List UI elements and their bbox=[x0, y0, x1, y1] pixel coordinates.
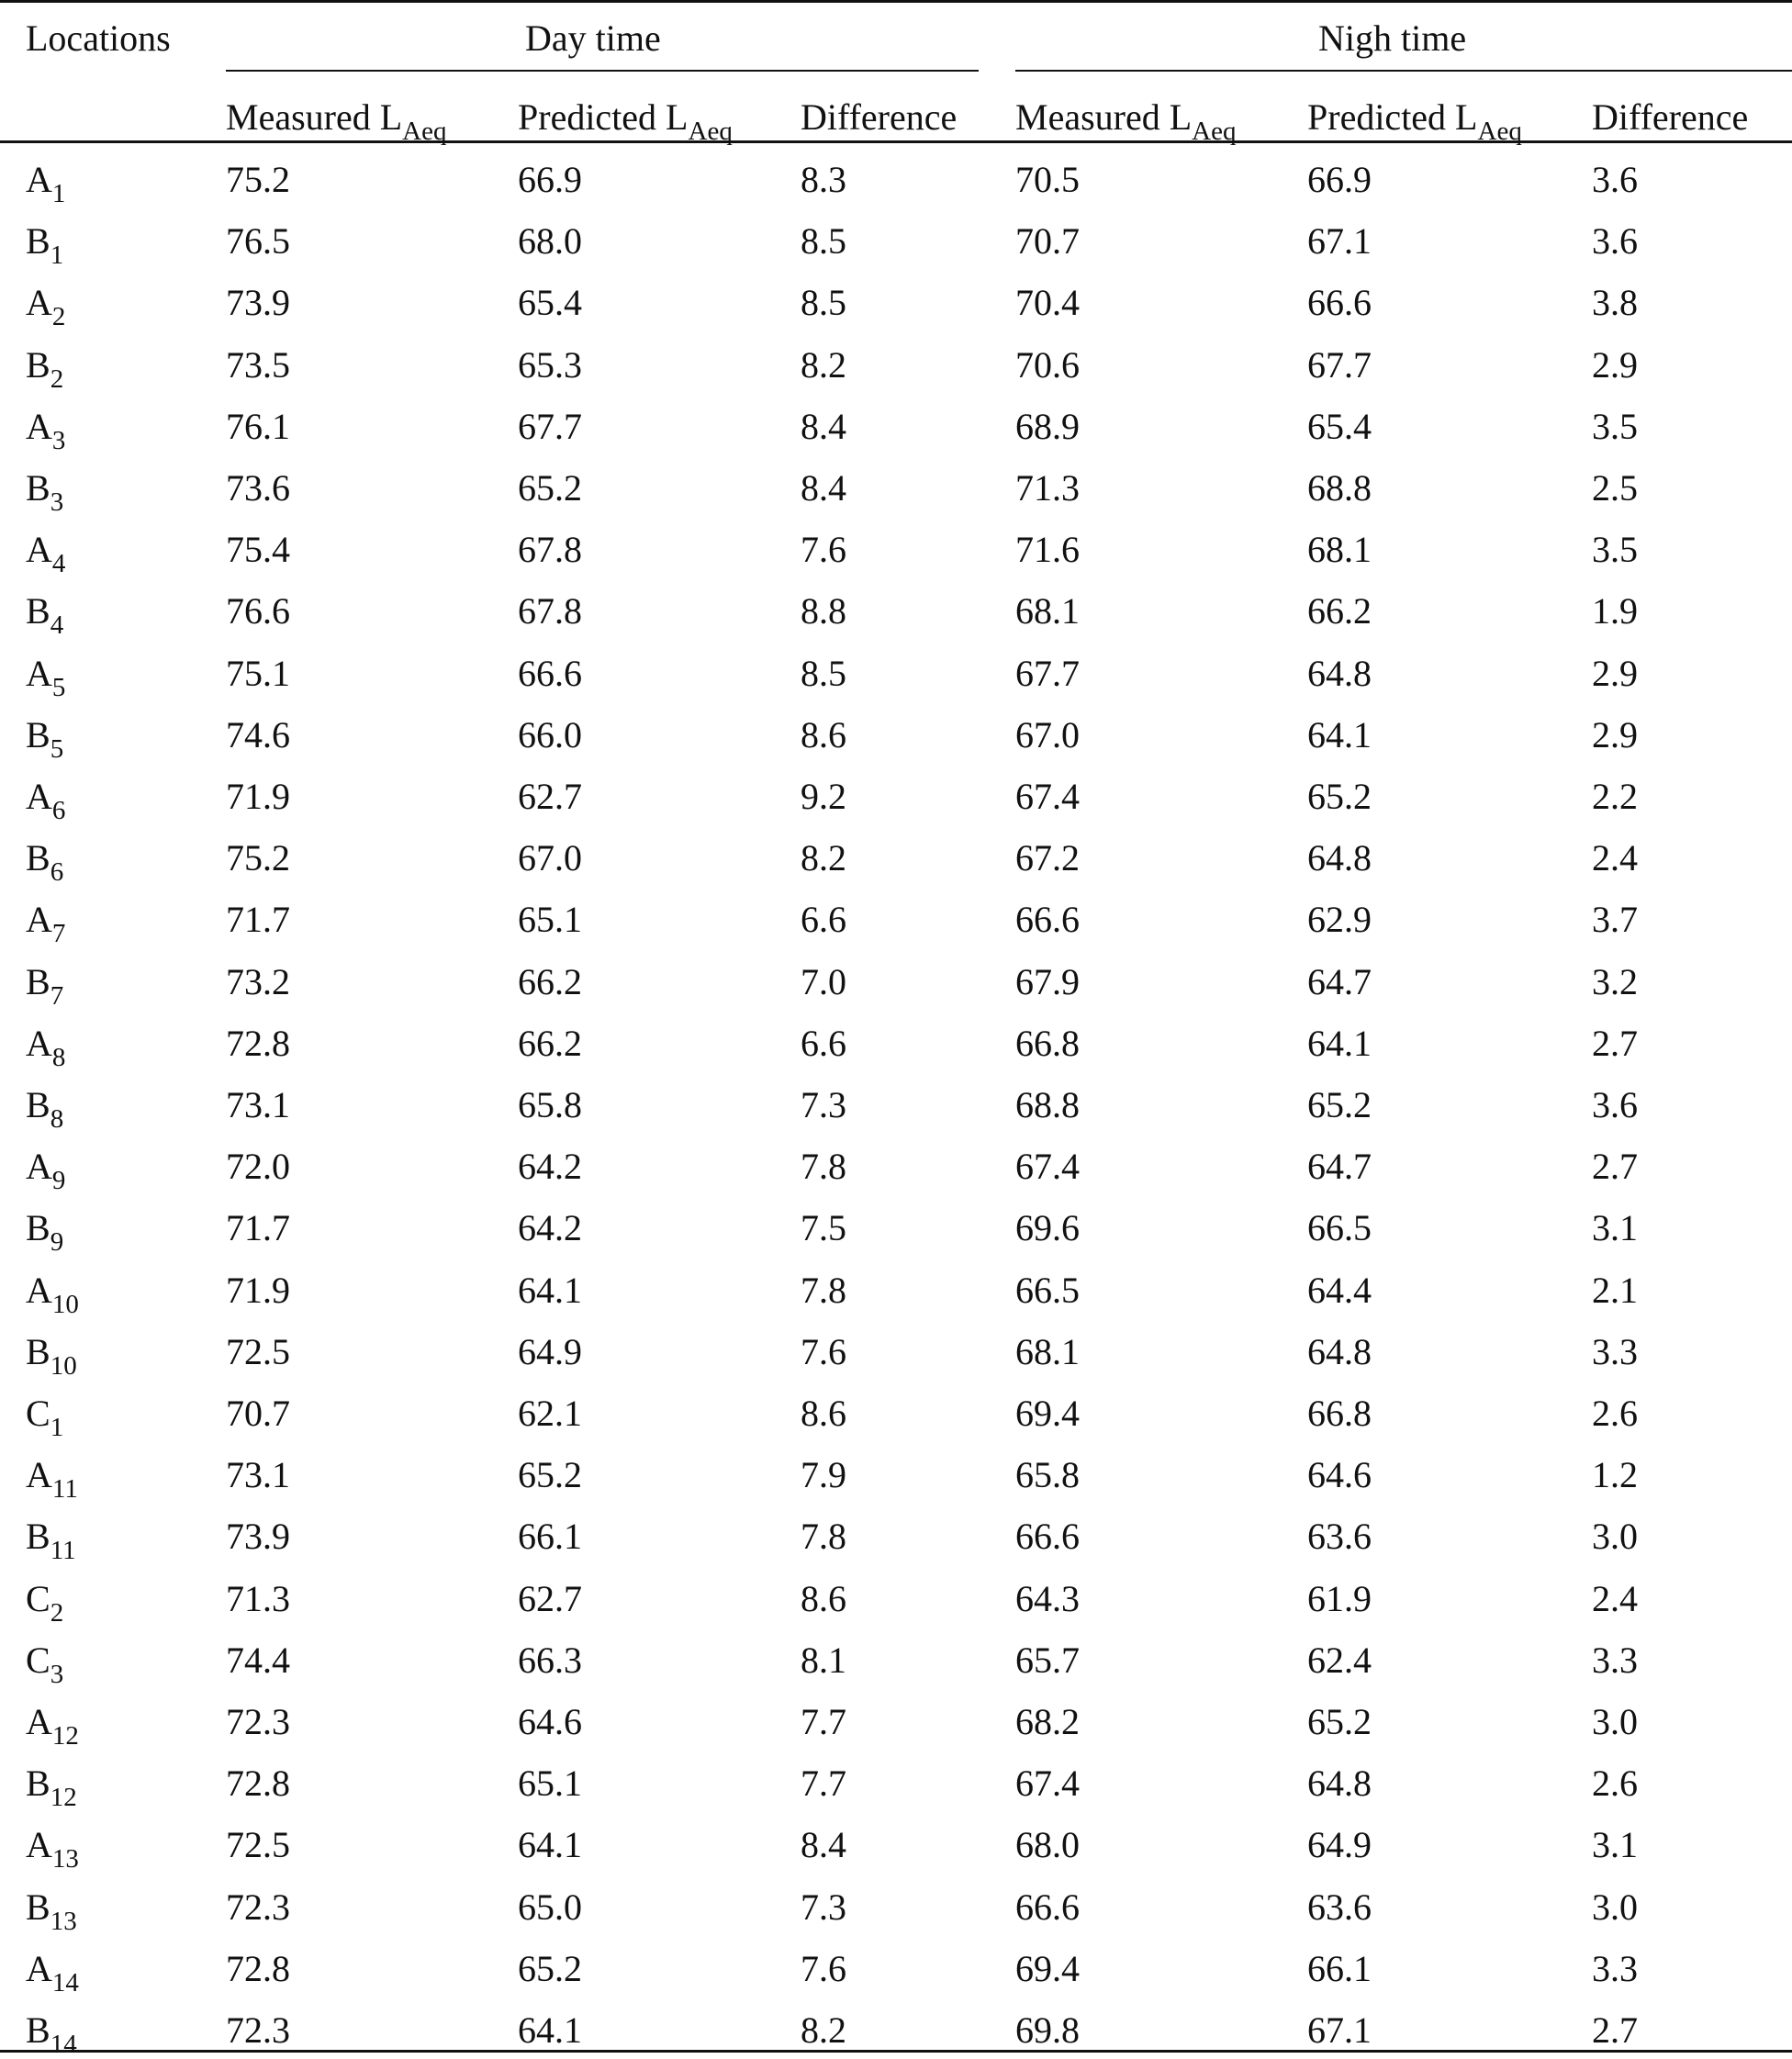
cell-day-measured: 72.8 bbox=[226, 1762, 290, 1804]
cell-day-measured: 73.2 bbox=[226, 961, 290, 1002]
cell-night-measured: 67.4 bbox=[1015, 1762, 1080, 1804]
cell-night-difference: 2.4 bbox=[1592, 1578, 1638, 1619]
cell-day-difference: 7.3 bbox=[801, 1084, 846, 1125]
cell-day-predicted: 66.2 bbox=[518, 961, 582, 1002]
cell-night-measured: 70.4 bbox=[1015, 282, 1080, 323]
cell-day-measured: 72.5 bbox=[226, 1824, 290, 1865]
cell-night-predicted: 64.4 bbox=[1307, 1270, 1372, 1311]
cell-day-measured: 72.3 bbox=[226, 1701, 290, 1742]
cell-night-predicted: 66.1 bbox=[1307, 1948, 1372, 1989]
cell-location: $A_{10}$ bbox=[26, 1270, 79, 1319]
cell-night-measured: 68.2 bbox=[1015, 1701, 1080, 1742]
cell-night-predicted: 66.8 bbox=[1307, 1393, 1372, 1434]
cell-day-measured: 72.8 bbox=[226, 1948, 290, 1989]
cell-location: $A_{12}$ bbox=[26, 1701, 79, 1751]
cell-night-measured: 69.6 bbox=[1015, 1207, 1080, 1248]
cell-day-difference: 8.6 bbox=[801, 1393, 846, 1434]
cell-night-predicted: 61.9 bbox=[1307, 1578, 1372, 1619]
header-night-difference: Difference bbox=[1592, 96, 1749, 138]
cell-night-measured: 70.6 bbox=[1015, 344, 1080, 386]
cell-day-predicted: 65.1 bbox=[518, 1762, 582, 1804]
cell-night-difference: 3.0 bbox=[1592, 1701, 1638, 1742]
cell-night-difference: 3.2 bbox=[1592, 961, 1638, 1002]
cell-day-difference: 8.8 bbox=[801, 590, 846, 632]
cell-day-difference: 7.0 bbox=[801, 961, 846, 1002]
cell-day-measured: 72.8 bbox=[226, 1023, 290, 1064]
cell-day-measured: 73.9 bbox=[226, 282, 290, 323]
cell-night-difference: 2.2 bbox=[1592, 776, 1638, 817]
header-bottom-rule bbox=[0, 140, 1792, 143]
cell-night-predicted: 62.4 bbox=[1307, 1639, 1372, 1681]
cell-night-predicted: 67.1 bbox=[1307, 220, 1372, 262]
cell-night-difference: 1.9 bbox=[1592, 590, 1638, 632]
cell-location: $B_{14}$ bbox=[26, 2009, 77, 2059]
cell-day-predicted: 64.2 bbox=[518, 1207, 582, 1248]
cell-night-difference: 2.7 bbox=[1592, 2009, 1638, 2051]
header-night-predicted: Predicted $L_{Aeq}$ bbox=[1307, 96, 1522, 146]
header-day-measured: Measured $L_{Aeq}$ bbox=[226, 96, 447, 146]
cell-night-predicted: 64.9 bbox=[1307, 1824, 1372, 1865]
header-day-predicted: Predicted $L_{Aeq}$ bbox=[518, 96, 733, 146]
cell-day-predicted: 65.0 bbox=[518, 1886, 582, 1928]
cell-location: $B_8$ bbox=[26, 1084, 64, 1134]
cell-location: $B_3$ bbox=[26, 467, 64, 517]
cell-night-measured: 66.6 bbox=[1015, 899, 1080, 940]
cell-day-predicted: 65.1 bbox=[518, 899, 582, 940]
cell-day-predicted: 65.2 bbox=[518, 1454, 582, 1495]
cell-location: $A_9$ bbox=[26, 1146, 66, 1195]
cell-day-difference: 8.6 bbox=[801, 1578, 846, 1619]
cell-day-measured: 76.1 bbox=[226, 406, 290, 447]
cell-night-difference: 3.3 bbox=[1592, 1639, 1638, 1681]
cell-location: $B_1$ bbox=[26, 220, 64, 270]
cell-day-predicted: 62.1 bbox=[518, 1393, 582, 1434]
cell-night-measured: 66.6 bbox=[1015, 1516, 1080, 1557]
cell-night-predicted: 65.2 bbox=[1307, 1084, 1372, 1125]
cell-day-measured: 76.5 bbox=[226, 220, 290, 262]
cell-night-predicted: 64.7 bbox=[1307, 1146, 1372, 1187]
cell-day-predicted: 65.4 bbox=[518, 282, 582, 323]
cell-day-predicted: 67.7 bbox=[518, 406, 582, 447]
cell-night-predicted: 64.1 bbox=[1307, 714, 1372, 755]
cell-night-measured: 67.9 bbox=[1015, 961, 1080, 1002]
cell-day-predicted: 67.0 bbox=[518, 837, 582, 878]
cell-night-measured: 67.0 bbox=[1015, 714, 1080, 755]
cell-day-predicted: 67.8 bbox=[518, 529, 582, 570]
cell-day-difference: 8.4 bbox=[801, 467, 846, 509]
cell-day-measured: 71.7 bbox=[226, 899, 290, 940]
cell-day-measured: 71.3 bbox=[226, 1578, 290, 1619]
cell-night-measured: 69.4 bbox=[1015, 1393, 1080, 1434]
cell-location: $B_7$ bbox=[26, 961, 64, 1011]
cell-day-measured: 70.7 bbox=[226, 1393, 290, 1434]
cell-day-measured: 71.7 bbox=[226, 1207, 290, 1248]
cell-night-difference: 3.3 bbox=[1592, 1948, 1638, 1989]
cell-night-measured: 68.0 bbox=[1015, 1824, 1080, 1865]
cell-day-difference: 9.2 bbox=[801, 776, 846, 817]
cell-night-difference: 1.2 bbox=[1592, 1454, 1638, 1495]
cell-night-difference: 3.6 bbox=[1592, 220, 1638, 262]
cell-day-measured: 72.0 bbox=[226, 1146, 290, 1187]
cell-night-difference: 2.7 bbox=[1592, 1146, 1638, 1187]
cell-night-difference: 2.1 bbox=[1592, 1270, 1638, 1311]
cell-night-predicted: 64.6 bbox=[1307, 1454, 1372, 1495]
cell-day-difference: 7.7 bbox=[801, 1701, 846, 1742]
cell-location: $A_6$ bbox=[26, 776, 66, 825]
cell-location: $A_{13}$ bbox=[26, 1824, 79, 1874]
cell-day-difference: 8.1 bbox=[801, 1639, 846, 1681]
cell-day-measured: 72.3 bbox=[226, 2009, 290, 2051]
cell-location: $B_{13}$ bbox=[26, 1886, 77, 1936]
cell-day-difference: 7.6 bbox=[801, 529, 846, 570]
cell-night-predicted: 67.1 bbox=[1307, 2009, 1372, 2051]
cell-night-measured: 67.4 bbox=[1015, 776, 1080, 817]
cell-day-predicted: 64.1 bbox=[518, 1824, 582, 1865]
cell-night-predicted: 66.9 bbox=[1307, 159, 1372, 200]
cell-day-measured: 73.1 bbox=[226, 1454, 290, 1495]
cell-night-measured: 66.6 bbox=[1015, 1886, 1080, 1928]
cell-day-difference: 8.4 bbox=[801, 1824, 846, 1865]
cell-day-difference: 8.4 bbox=[801, 406, 846, 447]
cell-day-measured: 72.3 bbox=[226, 1886, 290, 1928]
cell-day-measured: 73.1 bbox=[226, 1084, 290, 1125]
cell-day-measured: 73.9 bbox=[226, 1516, 290, 1557]
cell-night-difference: 3.0 bbox=[1592, 1886, 1638, 1928]
cell-night-difference: 2.4 bbox=[1592, 837, 1638, 878]
cell-day-predicted: 65.2 bbox=[518, 467, 582, 509]
cell-night-measured: 67.7 bbox=[1015, 653, 1080, 694]
cell-night-measured: 67.4 bbox=[1015, 1146, 1080, 1187]
cell-day-measured: 71.9 bbox=[226, 776, 290, 817]
cell-location: $A_{14}$ bbox=[26, 1948, 79, 1997]
cell-night-measured: 70.5 bbox=[1015, 159, 1080, 200]
cell-night-predicted: 68.1 bbox=[1307, 529, 1372, 570]
cell-night-measured: 65.8 bbox=[1015, 1454, 1080, 1495]
cell-night-difference: 3.0 bbox=[1592, 1516, 1638, 1557]
cell-night-difference: 3.1 bbox=[1592, 1207, 1638, 1248]
header-day-time: Day time bbox=[525, 17, 661, 59]
cell-night-predicted: 64.8 bbox=[1307, 1331, 1372, 1372]
cell-location: $B_{11}$ bbox=[26, 1516, 76, 1565]
cell-night-measured: 67.2 bbox=[1015, 837, 1080, 878]
header-day-difference: Difference bbox=[801, 96, 958, 138]
cell-day-difference: 8.5 bbox=[801, 653, 846, 694]
cell-day-measured: 73.6 bbox=[226, 467, 290, 509]
cell-night-measured: 68.9 bbox=[1015, 406, 1080, 447]
cell-day-difference: 7.3 bbox=[801, 1886, 846, 1928]
cell-day-difference: 7.8 bbox=[801, 1146, 846, 1187]
cell-night-difference: 3.5 bbox=[1592, 529, 1638, 570]
cell-day-predicted: 65.8 bbox=[518, 1084, 582, 1125]
cell-night-predicted: 64.8 bbox=[1307, 837, 1372, 878]
header-night-time: Nigh time bbox=[1318, 17, 1467, 59]
cell-location: $A_1$ bbox=[26, 159, 66, 208]
cell-day-predicted: 65.3 bbox=[518, 344, 582, 386]
cell-day-predicted: 66.2 bbox=[518, 1023, 582, 1064]
cell-day-predicted: 67.8 bbox=[518, 590, 582, 632]
cell-night-measured: 68.1 bbox=[1015, 1331, 1080, 1372]
cell-day-difference: 8.6 bbox=[801, 714, 846, 755]
cell-day-predicted: 66.9 bbox=[518, 159, 582, 200]
cell-day-measured: 72.5 bbox=[226, 1331, 290, 1372]
cell-night-measured: 71.6 bbox=[1015, 529, 1080, 570]
cell-day-predicted: 66.1 bbox=[518, 1516, 582, 1557]
cell-night-predicted: 62.9 bbox=[1307, 899, 1372, 940]
cell-location: $C_3$ bbox=[26, 1639, 64, 1689]
cell-night-difference: 3.5 bbox=[1592, 406, 1638, 447]
cell-day-predicted: 62.7 bbox=[518, 1578, 582, 1619]
cell-night-predicted: 64.8 bbox=[1307, 653, 1372, 694]
cell-night-difference: 3.7 bbox=[1592, 899, 1638, 940]
cell-night-predicted: 63.6 bbox=[1307, 1516, 1372, 1557]
cell-night-difference: 3.6 bbox=[1592, 159, 1638, 200]
cell-night-predicted: 64.8 bbox=[1307, 1762, 1372, 1804]
cell-location: $A_8$ bbox=[26, 1023, 66, 1072]
cell-night-difference: 2.9 bbox=[1592, 653, 1638, 694]
cell-day-measured: 73.5 bbox=[226, 344, 290, 386]
cell-day-measured: 75.2 bbox=[226, 837, 290, 878]
cell-day-measured: 71.9 bbox=[226, 1270, 290, 1311]
cell-night-predicted: 66.5 bbox=[1307, 1207, 1372, 1248]
header-locations: Locations bbox=[26, 17, 171, 59]
cell-night-measured: 66.5 bbox=[1015, 1270, 1080, 1311]
cell-night-difference: 2.6 bbox=[1592, 1393, 1638, 1434]
cell-day-difference: 7.8 bbox=[801, 1516, 846, 1557]
cell-day-predicted: 64.1 bbox=[518, 2009, 582, 2051]
cell-day-difference: 7.7 bbox=[801, 1762, 846, 1804]
cell-night-predicted: 66.6 bbox=[1307, 282, 1372, 323]
cell-location: $B_{10}$ bbox=[26, 1331, 77, 1381]
cell-night-predicted: 64.7 bbox=[1307, 961, 1372, 1002]
cell-night-predicted: 65.2 bbox=[1307, 1701, 1372, 1742]
cell-day-difference: 8.5 bbox=[801, 220, 846, 262]
cell-day-predicted: 64.1 bbox=[518, 1270, 582, 1311]
cell-day-difference: 6.6 bbox=[801, 1023, 846, 1064]
cell-day-predicted: 68.0 bbox=[518, 220, 582, 262]
cell-day-measured: 76.6 bbox=[226, 590, 290, 632]
cell-night-measured: 68.8 bbox=[1015, 1084, 1080, 1125]
cell-location: $A_4$ bbox=[26, 529, 66, 578]
cell-day-measured: 75.4 bbox=[226, 529, 290, 570]
cell-night-measured: 71.3 bbox=[1015, 467, 1080, 509]
cell-day-predicted: 62.7 bbox=[518, 776, 582, 817]
cell-day-predicted: 64.6 bbox=[518, 1701, 582, 1742]
cell-night-predicted: 67.7 bbox=[1307, 344, 1372, 386]
cell-night-measured: 69.4 bbox=[1015, 1948, 1080, 1989]
day-group-rule bbox=[226, 70, 979, 72]
cell-day-difference: 7.6 bbox=[801, 1948, 846, 1989]
cell-night-measured: 70.7 bbox=[1015, 220, 1080, 262]
cell-day-measured: 75.2 bbox=[226, 159, 290, 200]
cell-night-predicted: 66.2 bbox=[1307, 590, 1372, 632]
cell-night-difference: 2.9 bbox=[1592, 344, 1638, 386]
cell-day-measured: 75.1 bbox=[226, 653, 290, 694]
cell-day-predicted: 64.9 bbox=[518, 1331, 582, 1372]
header-night-measured: Measured $L_{Aeq}$ bbox=[1015, 96, 1237, 146]
cell-location: $C_2$ bbox=[26, 1578, 64, 1628]
cell-day-measured: 74.4 bbox=[226, 1639, 290, 1681]
cell-night-difference: 3.3 bbox=[1592, 1331, 1638, 1372]
cell-night-difference: 3.8 bbox=[1592, 282, 1638, 323]
cell-day-difference: 7.9 bbox=[801, 1454, 846, 1495]
cell-day-difference: 8.5 bbox=[801, 282, 846, 323]
cell-day-measured: 74.6 bbox=[226, 714, 290, 755]
cell-night-difference: 2.6 bbox=[1592, 1762, 1638, 1804]
cell-location: $A_5$ bbox=[26, 653, 66, 702]
cell-location: $A_7$ bbox=[26, 899, 66, 948]
cell-night-predicted: 68.8 bbox=[1307, 467, 1372, 509]
cell-location: $A_3$ bbox=[26, 406, 66, 455]
cell-day-predicted: 66.3 bbox=[518, 1639, 582, 1681]
cell-day-difference: 7.8 bbox=[801, 1270, 846, 1311]
cell-day-difference: 8.2 bbox=[801, 2009, 846, 2051]
cell-day-difference: 8.3 bbox=[801, 159, 846, 200]
cell-location: $A_{11}$ bbox=[26, 1454, 78, 1504]
cell-night-difference: 2.9 bbox=[1592, 714, 1638, 755]
cell-location: $A_2$ bbox=[26, 282, 66, 331]
cell-location: $B_9$ bbox=[26, 1207, 64, 1257]
cell-location: $B_2$ bbox=[26, 344, 64, 394]
cell-location: $B_{12}$ bbox=[26, 1762, 77, 1812]
cell-day-difference: 8.2 bbox=[801, 837, 846, 878]
cell-night-difference: 3.6 bbox=[1592, 1084, 1638, 1125]
cell-location: $B_6$ bbox=[26, 837, 64, 887]
cell-night-predicted: 64.1 bbox=[1307, 1023, 1372, 1064]
cell-night-measured: 66.8 bbox=[1015, 1023, 1080, 1064]
cell-day-predicted: 65.2 bbox=[518, 1948, 582, 1989]
cell-day-difference: 7.6 bbox=[801, 1331, 846, 1372]
cell-night-predicted: 65.2 bbox=[1307, 776, 1372, 817]
cell-night-measured: 64.3 bbox=[1015, 1578, 1080, 1619]
cell-night-measured: 69.8 bbox=[1015, 2009, 1080, 2051]
cell-day-predicted: 66.0 bbox=[518, 714, 582, 755]
cell-day-predicted: 66.6 bbox=[518, 653, 582, 694]
cell-location: $B_5$ bbox=[26, 714, 64, 764]
cell-night-difference: 3.1 bbox=[1592, 1824, 1638, 1865]
cell-night-measured: 65.7 bbox=[1015, 1639, 1080, 1681]
night-group-rule bbox=[1015, 70, 1792, 72]
cell-day-difference: 6.6 bbox=[801, 899, 846, 940]
cell-night-difference: 2.7 bbox=[1592, 1023, 1638, 1064]
cell-location: $C_1$ bbox=[26, 1393, 64, 1442]
cell-night-difference: 2.5 bbox=[1592, 467, 1638, 509]
cell-location: $B_4$ bbox=[26, 590, 64, 640]
cell-day-difference: 8.2 bbox=[801, 344, 846, 386]
cell-night-predicted: 63.6 bbox=[1307, 1886, 1372, 1928]
cell-night-measured: 68.1 bbox=[1015, 590, 1080, 632]
top-rule bbox=[0, 0, 1792, 3]
cell-day-difference: 7.5 bbox=[801, 1207, 846, 1248]
cell-day-predicted: 64.2 bbox=[518, 1146, 582, 1187]
cell-night-predicted: 65.4 bbox=[1307, 406, 1372, 447]
